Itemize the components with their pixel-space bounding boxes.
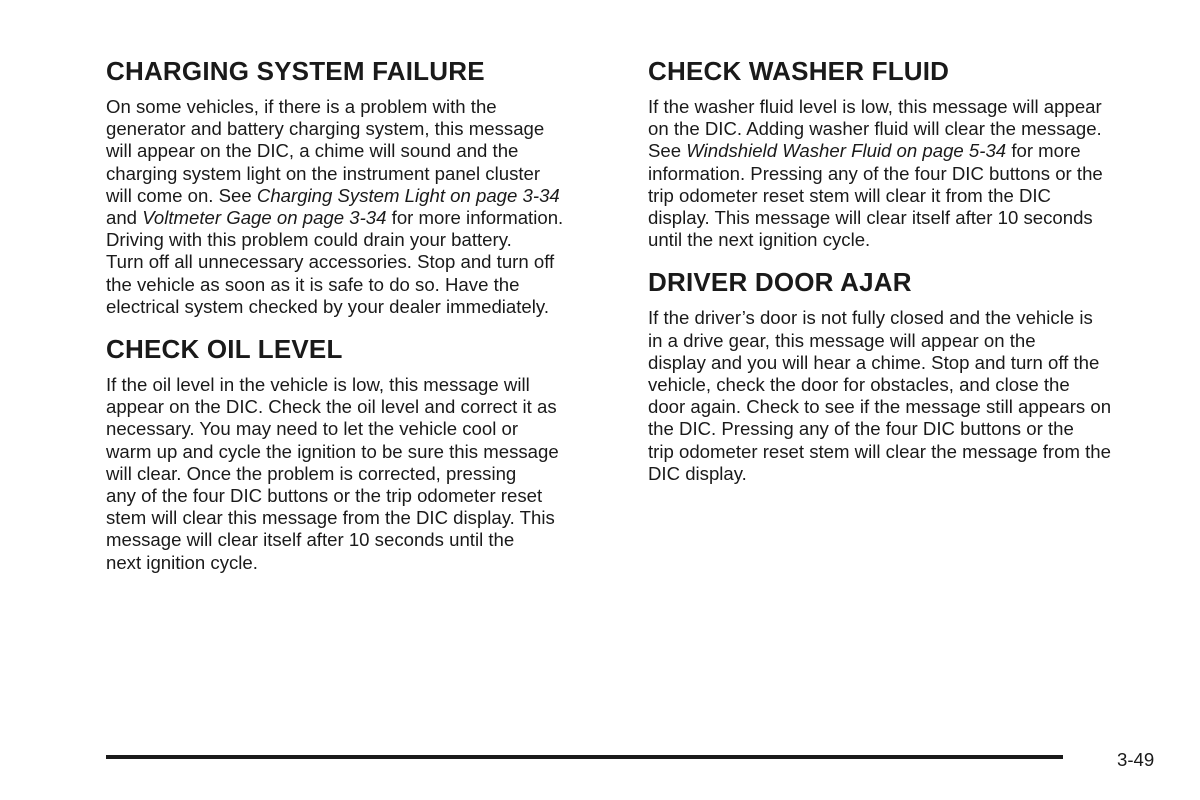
section-body — [106, 374, 618, 574]
right-column — [648, 54, 1168, 485]
body-line — [648, 140, 1168, 162]
section-body — [648, 96, 1168, 251]
body-line: trip odometer reset stem will clear the message from the — [648, 440, 1111, 462]
left-column — [106, 54, 618, 574]
cross-reference-link[interactable]: Windshield Washer Fluid on page 5-34 — [686, 140, 1007, 162]
body-line: necessary. You may need to let the vehicle cool or — [106, 418, 519, 440]
charging-system-failure-section — [106, 54, 618, 318]
body-text: See — [648, 140, 687, 162]
section-body — [106, 96, 618, 318]
body-line: on the DIC. Adding washer fluid will clear the message. — [648, 118, 1102, 140]
cross-reference-link[interactable]: Charging System Light on page 3-34 — [256, 184, 560, 206]
body-line: display and you will hear a chime. Stop and turn off the — [648, 351, 1100, 373]
body-line: the DIC. Pressing any of the four DIC buttons or the — [648, 418, 1074, 440]
body-text: and — [106, 207, 143, 229]
body-line: vehicle, check the door for obstacles, and close the — [648, 374, 1070, 396]
section-title: CHARGING SYSTEM FAILURE — [106, 56, 485, 86]
body-line: trip odometer reset stem will clear it from the DIC — [648, 184, 1051, 206]
body-line: If the driver’s door is not fully closed and the vehicle is — [648, 307, 1093, 329]
body-line: electrical system checked by your dealer immediately. — [106, 295, 549, 317]
section-body — [648, 307, 1168, 485]
body-line: Turn off all unnecessary accessories. Stop and turn off — [106, 251, 555, 273]
body-line: information. Pressing any of the four DIC buttons or the — [648, 162, 1103, 184]
body-line: If the oil level in the vehicle is low, this message will — [106, 374, 530, 396]
body-line: display. This message will clear itself after 10 seconds — [648, 207, 1093, 229]
body-line: door again. Check to see if the message still appears on — [648, 396, 1112, 418]
body-line: until the next ignition cycle. — [648, 229, 871, 251]
body-line: generator and battery charging system, this message — [106, 118, 545, 140]
body-line: On some vehicles, if there is a problem with the — [106, 96, 497, 117]
driver-door-ajar-section — [648, 265, 1168, 485]
page-number: 3-49 — [1117, 749, 1155, 770]
body-line: any of the four DIC buttons or the trip odometer reset — [106, 485, 543, 507]
body-line: Driving with this problem could drain your battery. — [106, 229, 512, 251]
body-line: DIC display. — [648, 462, 747, 484]
body-line: next ignition cycle. — [106, 551, 258, 573]
body-line: appear on the DIC. Check the oil level and correct it as — [106, 396, 557, 418]
section-title: DRIVER DOOR AJAR — [648, 267, 912, 298]
section-title: CHECK WASHER FLUID — [648, 56, 950, 86]
cross-reference-link[interactable]: Voltmeter Gage on page 3-34 — [142, 207, 387, 229]
body-line: in a drive gear, this message will appear on the — [648, 329, 1036, 351]
body-line: will appear on the DIC, a chime will sound and the — [106, 140, 519, 162]
check-oil-level-section — [106, 332, 618, 574]
body-line: charging system light on the instrument panel cluster — [106, 162, 541, 184]
body-line: the vehicle as soon as it is safe to do so. Have the — [106, 273, 520, 295]
body-line — [106, 185, 618, 207]
check-washer-fluid-section — [648, 54, 1168, 251]
body-line: warm up and cycle the ignition to be sure this message — [106, 440, 559, 462]
body-line: will clear. Once the problem is corrected, pressing — [106, 462, 517, 484]
body-line: stem will clear this message from the DIC display. This — [106, 507, 555, 529]
section-title: CHECK OIL LEVEL — [106, 334, 343, 365]
body-line: If the washer fluid level is low, this message will appear — [648, 96, 1102, 117]
body-text: will come on. See — [106, 184, 257, 206]
footer-rule — [106, 755, 1063, 759]
body-line: message will clear itself after 10 seconds until the — [106, 529, 515, 551]
body-text: for more information. — [386, 207, 564, 229]
body-text: for more — [1006, 140, 1081, 162]
body-line — [106, 207, 618, 229]
